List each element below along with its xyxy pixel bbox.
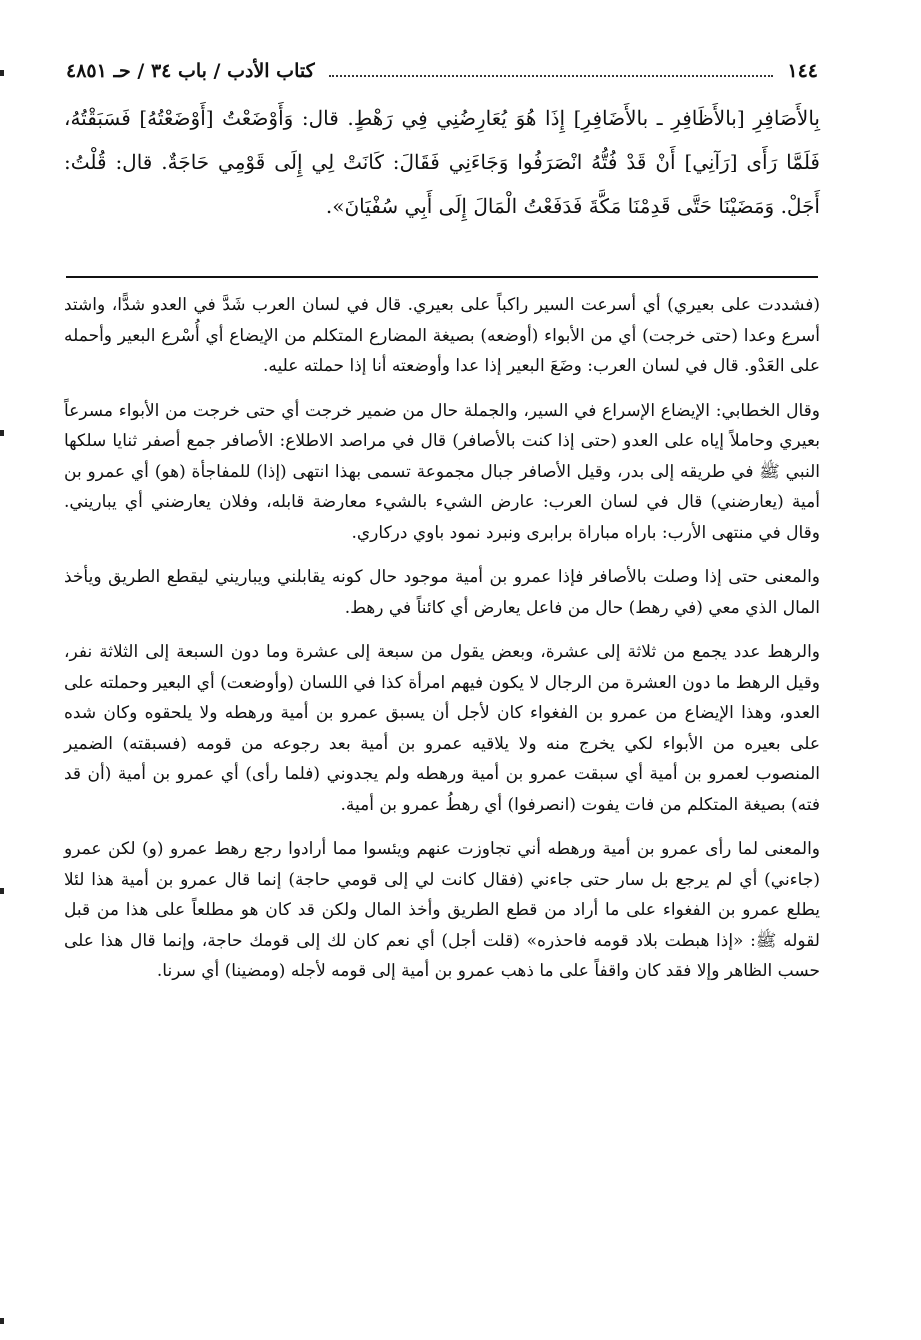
commentary-paragraph: والمعنى لما رأى عمرو بن أمية ورهطه أني تجاوزت عنهم ويئسوا مما أرادوا رجع رهط عمرو (و) لكن عمرو (جاءني) أي لم يرجع بل سار حتى جاءني (فقال كانت لي إلى قومي حاجة) إنما قال عمرو بن أمية هذا لئلا يطلع عمرو بن الفغواء على ما أراد من قطع الطريق وأخذ المال ولكن قد كان هو مطلعاً على هذا من قبل لقوله ﷺ: «إذا هبطت بلاد قومه فاحذره» (قلت أجل) أي نعم كان لك إلى قومك حاجة، وإنما قال هذا على حسب الظاهر وإلا فقد كان واقفاً على ما ذهب عمرو بن أمية إلى قومه لأجله (ومضينا) أي سرنا.: [64, 839, 820, 981]
hadith-text: بِالأَصَافِرِ [بالأَظَافِرِ ـ بالأَضَافِرِ] إِذَا هُوَ يُعَارِضُنِي فِي رَهْطٍ. قال: وَأَوْضَعْتُ [أَوْضَعْتُهُ] فَسَبَقْتُهُ، فَلَمَّا رَأَى [رَآنِي] أَنْ قَدْ فُتُّهُ انْصَرَفُوا وَجَاءَنِي فَقَالَ: كَانَتْ لِي إِلَى قَوْمِي حَاجَةٌ. قال: قُلْتُ: أَجَلْ. وَمَضَيْنَا حَتَّى قَدِمْنَا مَكَّةَ فَدَفَعْتُ الْمَالَ إِلَى أَبِي سُفْيَانَ».: [64, 106, 820, 218]
running-title: كتاب الأدب / باب ٣٤ / حـ ٤٨٥١: [66, 60, 315, 82]
hadith-text-block: [64, 96, 820, 256]
commentary-paragraph: والرهط عدد يجمع من ثلاثة إلى عشرة، وبعض يقول من سبعة إلى عشرة وما دون السبعة إلى الثلاثة نفر، وقيل الرهط ما دون العشرة من الرجال لا يكون فيهم امرأة كذا في اللسان (وأوضعت) أي البعير وحملته على العدو، وهذا الإيضاع من عمرو بن الفغواء كان لأجل أن يسبق عمرو بن أمية ورهطه ولا يلحقوه وكان شده على بعيره من الأبواء لكي يخرج منه ولا يلاقيه عمرو بن أمية بعد رجوعه من قومه (فسبقته) الضمير المنصوب لعمرو بن أمية أي سبقت عمرو بن أمية ورهطه ولم يجدوني (فلما رأى) أي عمرو بن أمية (أن قد فته) بصيغة المتكلم من فات يفوت (انصرفوا) أي رهطُ عمرو بن أمية.: [64, 642, 820, 815]
page-header: [66, 56, 818, 86]
commentary-paragraph: والمعنى حتى إذا وصلت بالأصافر فإذا عمرو بن أمية موجود حال كونه يقابلني ويباريني ليقطع الطريق ويأخذ المال الذي معي (في رهط) حال من فاعل يعارض أي كائناً في رهط.: [64, 567, 820, 618]
scan-margin-mark: [0, 888, 4, 894]
page-number: ١٤٤: [787, 60, 818, 82]
scan-margin-mark: [0, 430, 4, 436]
scan-margin-mark: [0, 1318, 4, 1324]
footnote-divider: [66, 276, 818, 278]
commentary-paragraph: وقال الخطابي: الإيضاع الإسراع في السير، والجملة حال من ضمير خرجت أي حتى خرجت من الأبواء مسرعاً بعيري وحاملاً إياه على العدو (حتى إذا كنت بالأصافر) قال في مراصد الاطلاع: الأصافر جمع أصفر ثنايا سلكها النبي ﷺ في طريقه إلى بدر، وقيل الأصافر جبال مجموعة تسمى بهذا انتهى (إذا) للمفاجأة (هو) أي عمرو بن أمية (يعارضني) قال في لسان العرب: عارض الشيء بالشيء معارضة قابله، وفلان يعارضني أي يباريني. وقال في منتهى الأرب: باراه مباراة برابرى ونبرد نمود باوي دركاري.: [64, 400, 820, 543]
header-dot-leader: [329, 65, 774, 77]
commentary-block: [64, 290, 820, 1300]
commentary-paragraph: (فشددت على بعيري) أي أسرعت السير راكباً على بعيري. قال في لسان العرب شَدَّ في العدو شدًّا، واشتد أسرع وعدا (حتى خرجت) أي من الأبواء (أوضعه) بصيغة المضارع المتكلم من الإيضاع أي أُسْرع البعير وأحمله على العَدْو. قال في لسان العرب: وضَعَ البعير إذا عدا وأوضعته أنا إذا حملته عليه.: [64, 295, 820, 376]
scan-margin-mark: [0, 70, 4, 76]
